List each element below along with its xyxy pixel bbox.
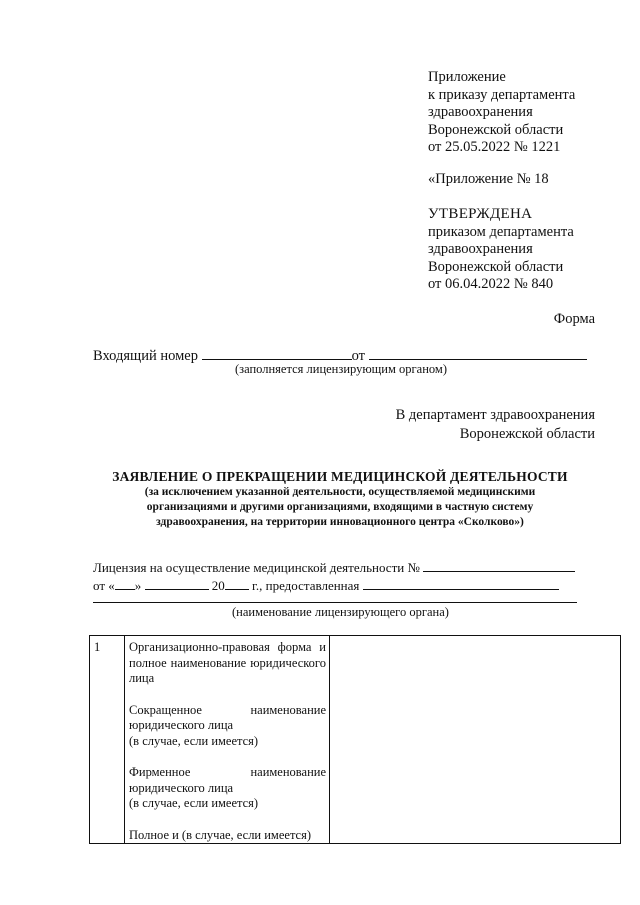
row-label-text: Полное и (в случае, если имеется) — [129, 827, 312, 842]
row-label-cell — [125, 636, 330, 844]
license-year-suffix: г., предоставленная — [252, 578, 360, 593]
incoming-date-field[interactable] — [369, 345, 587, 360]
license-month-field[interactable] — [145, 575, 209, 590]
issuer-note: (наименование лицензирующего органа) — [232, 605, 449, 619]
approved-line: приказом департамента — [428, 223, 574, 240]
incoming-from-label: от — [351, 348, 365, 364]
appendix-ref: «Приложение № 18 — [428, 170, 549, 187]
row-label-text: Фирменное наименование юридического лица — [129, 765, 326, 795]
approved-line: Воронежской области — [428, 258, 564, 275]
addressee — [396, 406, 595, 444]
appendix-line: от 25.05.2022 № 1221 — [428, 139, 561, 155]
appendix-line: здравоохранения — [428, 104, 533, 120]
row-label-note: (в случае, если имеется) — [129, 796, 259, 810]
document-subtitle-line: здравоохранения, на территории инновационного центра «Сколково») — [156, 516, 524, 528]
appendix-line: Приложение — [428, 69, 506, 85]
row-label-text: Организационно-правовая форма и полное наименование юридического лица — [129, 640, 326, 685]
license-year-field[interactable] — [225, 575, 249, 590]
license-day-field[interactable] — [115, 575, 135, 590]
incoming-note: (заполняется лицензирующим органом) — [235, 362, 447, 376]
approved-title: УТВЕРЖДЕНА — [428, 206, 533, 222]
document-title: ЗАЯВЛЕНИЕ О ПРЕКРАЩЕНИИ МЕДИЦИНСКОЙ ДЕЯТЕЛЬНОСТИ — [112, 469, 568, 484]
row-value-cell[interactable] — [330, 636, 621, 844]
license-issuer-field[interactable] — [363, 575, 559, 590]
license-date-row — [93, 575, 559, 594]
row-label-text: Сокращенное наименование юридического лица — [129, 702, 326, 732]
license-from-label: от « — [93, 578, 115, 593]
appendix-line: Воронежской области — [428, 121, 564, 138]
addressee-line: Воронежской области — [459, 426, 595, 442]
approved-line: здравоохранения — [428, 241, 533, 257]
incoming-number-field[interactable] — [202, 345, 352, 360]
table-row — [90, 636, 621, 844]
license-number-field[interactable] — [423, 557, 575, 572]
addressee-line: В департамент здравоохранения — [395, 407, 595, 423]
document-subtitle-line: организациями и другими организациями, входящими в частную систему — [146, 501, 534, 513]
license-year-prefix: 20 — [211, 578, 225, 593]
issuer-underline[interactable] — [93, 602, 577, 603]
row-number: 1 — [90, 636, 125, 844]
row-label-note: (в случае, если имеется) — [129, 733, 259, 748]
document-subtitle-line: (за исключением указанной деятельности, осуществляемой медицинскими — [144, 486, 536, 498]
license-number-row — [93, 557, 575, 576]
approved-block — [428, 206, 574, 294]
document-title-block — [50, 469, 630, 530]
approved-line: от 06.04.2022 № 840 — [428, 276, 554, 292]
license-close-quote: » — [134, 578, 142, 593]
appendix-header — [428, 69, 575, 188]
license-label: Лицензия на осуществление медицинской деятельности № — [93, 560, 420, 575]
appendix-line: к приказу департамента — [428, 86, 576, 103]
application-table — [89, 635, 621, 844]
incoming-label: Входящий номер — [93, 348, 198, 364]
form-label: Форма — [553, 311, 595, 327]
